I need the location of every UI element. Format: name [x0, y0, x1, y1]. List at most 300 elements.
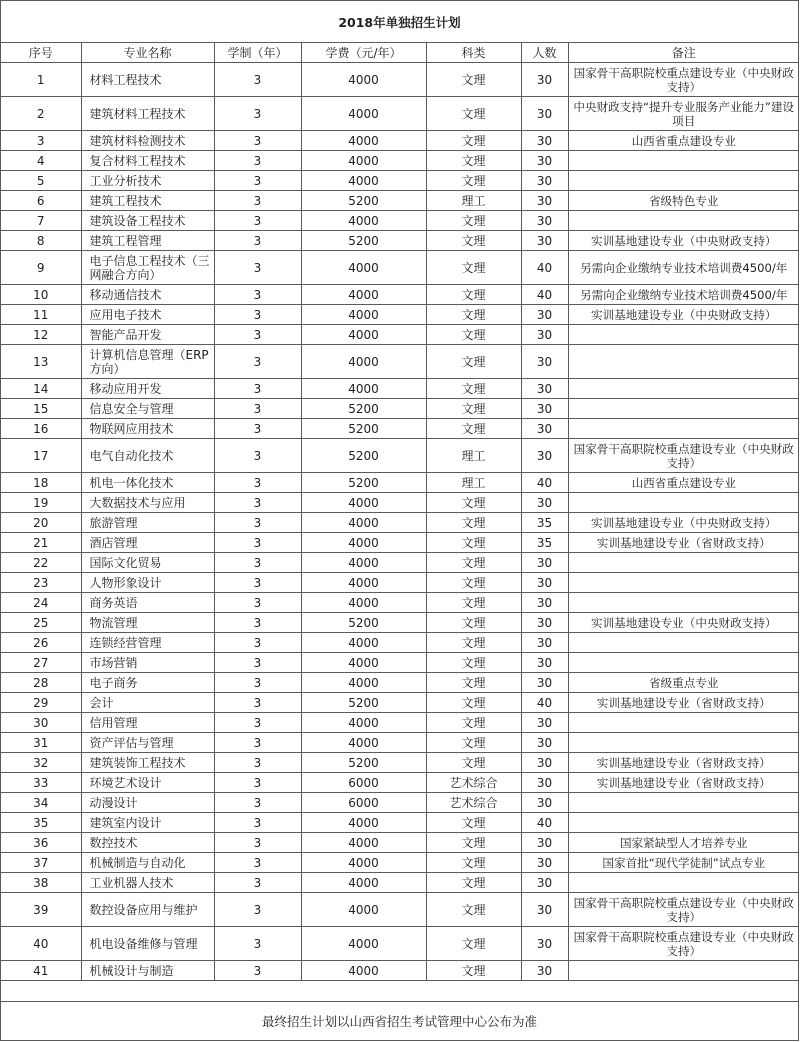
cell-category: 艺术综合: [426, 773, 521, 793]
cell-category: 文理: [426, 693, 521, 713]
cell-count: 30: [521, 927, 568, 961]
cell-note: [568, 151, 799, 171]
cell-no: 15: [1, 399, 81, 419]
cell-major: 信息安全与管理: [81, 399, 214, 419]
table-row: [1, 833, 799, 853]
cell-fee: 4000: [301, 325, 426, 345]
cell-count: 30: [521, 773, 568, 793]
cell-category: 文理: [426, 573, 521, 593]
table-row: [1, 553, 799, 573]
cell-count: 40: [521, 251, 568, 285]
cell-note: 省级重点专业: [568, 673, 799, 693]
cell-count: 30: [521, 833, 568, 853]
cell-years: 3: [214, 813, 301, 833]
cell-category: 文理: [426, 533, 521, 553]
cell-fee: 4000: [301, 533, 426, 553]
cell-fee: 4000: [301, 379, 426, 399]
cell-count: 30: [521, 493, 568, 513]
cell-years: 3: [214, 285, 301, 305]
cell-note: 国家骨干高职院校重点建设专业（中央财政支持）: [568, 63, 799, 97]
cell-no: 14: [1, 379, 81, 399]
cell-count: 40: [521, 813, 568, 833]
cell-fee: 4000: [301, 513, 426, 533]
cell-major: 建筑材料工程技术: [81, 97, 214, 131]
cell-category: 文理: [426, 399, 521, 419]
cell-category: 文理: [426, 927, 521, 961]
header-major: 专业名称: [81, 43, 214, 63]
cell-fee: 5200: [301, 473, 426, 493]
cell-category: 文理: [426, 673, 521, 693]
cell-no: 27: [1, 653, 81, 673]
cell-count: 30: [521, 873, 568, 893]
cell-count: 30: [521, 231, 568, 251]
cell-count: 30: [521, 399, 568, 419]
header-note: 备注: [568, 43, 799, 63]
cell-category: 文理: [426, 653, 521, 673]
cell-years: 3: [214, 379, 301, 399]
cell-no: 16: [1, 419, 81, 439]
cell-note: [568, 553, 799, 573]
cell-fee: 4000: [301, 97, 426, 131]
cell-years: 3: [214, 63, 301, 97]
cell-major: 机械设计与制造: [81, 961, 214, 981]
table-row: [1, 399, 799, 419]
cell-note: 实训基地建设专业（中央财政支持）: [568, 231, 799, 251]
cell-fee: 4000: [301, 713, 426, 733]
cell-category: 文理: [426, 633, 521, 653]
cell-years: 3: [214, 833, 301, 853]
header-no: 序号: [1, 43, 81, 63]
table-row: [1, 473, 799, 493]
cell-major: 智能产品开发: [81, 325, 214, 345]
cell-years: 3: [214, 693, 301, 713]
cell-no: 2: [1, 97, 81, 131]
cell-no: 9: [1, 251, 81, 285]
cell-count: 30: [521, 171, 568, 191]
cell-category: 文理: [426, 813, 521, 833]
page-title: 2018年单独招生计划: [1, 1, 798, 43]
cell-count: 30: [521, 573, 568, 593]
cell-major: 工业分析技术: [81, 171, 214, 191]
cell-major: 机电设备维修与管理: [81, 927, 214, 961]
cell-count: 30: [521, 793, 568, 813]
cell-count: 30: [521, 305, 568, 325]
cell-major: 机械制造与自动化: [81, 853, 214, 873]
cell-no: 18: [1, 473, 81, 493]
cell-fee: 6000: [301, 773, 426, 793]
cell-years: 3: [214, 473, 301, 493]
table-row: [1, 97, 799, 131]
cell-fee: 4000: [301, 673, 426, 693]
cell-fee: 4000: [301, 893, 426, 927]
cell-years: 3: [214, 573, 301, 593]
cell-years: 3: [214, 793, 301, 813]
cell-no: 4: [1, 151, 81, 171]
cell-note: 山西省重点建设专业: [568, 131, 799, 151]
table-row: [1, 713, 799, 733]
cell-major: 材料工程技术: [81, 63, 214, 97]
table-row: [1, 171, 799, 191]
cell-major: 机电一体化技术: [81, 473, 214, 493]
cell-years: 3: [214, 439, 301, 473]
cell-years: 3: [214, 419, 301, 439]
cell-fee: 4000: [301, 493, 426, 513]
cell-count: 35: [521, 513, 568, 533]
cell-category: 文理: [426, 305, 521, 325]
cell-note: 实训基地建设专业（中央财政支持）: [568, 613, 799, 633]
table-row: [1, 131, 799, 151]
cell-category: 文理: [426, 961, 521, 981]
table-row: [1, 231, 799, 251]
cell-fee: 4000: [301, 345, 426, 379]
cell-note: [568, 813, 799, 833]
cell-count: 30: [521, 713, 568, 733]
cell-major: 商务英语: [81, 593, 214, 613]
cell-note: [568, 653, 799, 673]
cell-years: 3: [214, 893, 301, 927]
cell-note: [568, 399, 799, 419]
cell-years: 3: [214, 231, 301, 251]
table-row: [1, 853, 799, 873]
cell-major: 会计: [81, 693, 214, 713]
cell-fee: 5200: [301, 191, 426, 211]
table-row: [1, 439, 799, 473]
cell-fee: 4000: [301, 833, 426, 853]
cell-fee: 4000: [301, 733, 426, 753]
cell-note: 另需向企业缴纳专业技术培训费4500/年: [568, 285, 799, 305]
table-row: [1, 251, 799, 285]
table-row: [1, 873, 799, 893]
cell-no: 10: [1, 285, 81, 305]
table-row: [1, 211, 799, 231]
cell-years: 3: [214, 131, 301, 151]
cell-no: 41: [1, 961, 81, 981]
cell-major: 数控设备应用与维护: [81, 893, 214, 927]
cell-major: 建筑装饰工程技术: [81, 753, 214, 773]
table-row: [1, 793, 799, 813]
cell-no: 39: [1, 893, 81, 927]
cell-major: 计算机信息管理（ERP方向）: [81, 345, 214, 379]
table-row: [1, 493, 799, 513]
cell-note: [568, 419, 799, 439]
table-row: [1, 63, 799, 97]
cell-no: 8: [1, 231, 81, 251]
cell-major: 旅游管理: [81, 513, 214, 533]
cell-years: 3: [214, 713, 301, 733]
cell-years: 3: [214, 927, 301, 961]
cell-no: 17: [1, 439, 81, 473]
cell-note: 实训基地建设专业（省财政支持）: [568, 773, 799, 793]
cell-major: 国际文化贸易: [81, 553, 214, 573]
cell-category: 文理: [426, 733, 521, 753]
cell-fee: 4000: [301, 873, 426, 893]
cell-note: 国家骨干高职院校重点建设专业（中央财政支持）: [568, 893, 799, 927]
enrollment-table: [1, 43, 799, 981]
cell-years: 3: [214, 961, 301, 981]
cell-no: 22: [1, 553, 81, 573]
cell-major: 建筑工程管理: [81, 231, 214, 251]
cell-major: 酒店管理: [81, 533, 214, 553]
cell-years: 3: [214, 191, 301, 211]
cell-note: 山西省重点建设专业: [568, 473, 799, 493]
cell-years: 3: [214, 633, 301, 653]
cell-count: 40: [521, 473, 568, 493]
cell-no: 11: [1, 305, 81, 325]
table-body: [1, 63, 799, 981]
cell-note: 国家骨干高职院校重点建设专业（中央财政支持）: [568, 927, 799, 961]
cell-category: 文理: [426, 345, 521, 379]
cell-fee: 4000: [301, 593, 426, 613]
table-row: [1, 893, 799, 927]
cell-years: 3: [214, 653, 301, 673]
cell-category: 文理: [426, 251, 521, 285]
cell-fee: 4000: [301, 653, 426, 673]
cell-category: 文理: [426, 753, 521, 773]
cell-fee: 4000: [301, 285, 426, 305]
cell-count: 30: [521, 131, 568, 151]
cell-category: 文理: [426, 379, 521, 399]
cell-major: 连锁经营管理: [81, 633, 214, 653]
cell-count: 30: [521, 63, 568, 97]
cell-fee: 4000: [301, 131, 426, 151]
cell-no: 35: [1, 813, 81, 833]
cell-note: [568, 593, 799, 613]
cell-fee: 4000: [301, 961, 426, 981]
cell-years: 3: [214, 513, 301, 533]
cell-no: 5: [1, 171, 81, 191]
cell-count: 30: [521, 325, 568, 345]
cell-major: 移动通信技术: [81, 285, 214, 305]
cell-category: 文理: [426, 231, 521, 251]
cell-fee: 4000: [301, 63, 426, 97]
cell-major: 建筑设备工程技术: [81, 211, 214, 231]
table-row: [1, 513, 799, 533]
table-row: [1, 927, 799, 961]
cell-no: 38: [1, 873, 81, 893]
table-row: [1, 961, 799, 981]
cell-no: 24: [1, 593, 81, 613]
cell-major: 建筑工程技术: [81, 191, 214, 211]
cell-fee: 4000: [301, 927, 426, 961]
table-row: [1, 533, 799, 553]
cell-count: 30: [521, 345, 568, 379]
cell-no: 36: [1, 833, 81, 853]
cell-category: 文理: [426, 97, 521, 131]
cell-category: 文理: [426, 211, 521, 231]
cell-count: 30: [521, 97, 568, 131]
cell-fee: 4000: [301, 553, 426, 573]
cell-no: 21: [1, 533, 81, 553]
cell-count: 30: [521, 673, 568, 693]
cell-count: 30: [521, 439, 568, 473]
table-row: [1, 753, 799, 773]
cell-years: 3: [214, 305, 301, 325]
cell-count: 35: [521, 533, 568, 553]
cell-count: 30: [521, 653, 568, 673]
cell-count: 30: [521, 553, 568, 573]
cell-note: [568, 171, 799, 191]
cell-note: 实训基地建设专业（省财政支持）: [568, 753, 799, 773]
cell-years: 3: [214, 613, 301, 633]
cell-no: 20: [1, 513, 81, 533]
table-row: [1, 345, 799, 379]
cell-years: 3: [214, 493, 301, 513]
cell-count: 30: [521, 151, 568, 171]
cell-fee: 5200: [301, 419, 426, 439]
cell-fee: 5200: [301, 439, 426, 473]
cell-note: 实训基地建设专业（中央财政支持）: [568, 305, 799, 325]
cell-note: [568, 733, 799, 753]
cell-fee: 4000: [301, 633, 426, 653]
cell-no: 19: [1, 493, 81, 513]
cell-category: 文理: [426, 171, 521, 191]
cell-count: 30: [521, 379, 568, 399]
cell-years: 3: [214, 251, 301, 285]
cell-count: 40: [521, 285, 568, 305]
cell-note: 国家紧缺型人才培养专业: [568, 833, 799, 853]
table-row: [1, 151, 799, 171]
table-row: [1, 325, 799, 345]
cell-years: 3: [214, 753, 301, 773]
cell-note: [568, 713, 799, 733]
cell-count: 30: [521, 893, 568, 927]
cell-no: 29: [1, 693, 81, 713]
cell-no: 13: [1, 345, 81, 379]
cell-major: 电子商务: [81, 673, 214, 693]
cell-note: 国家首批“现代学徒制”试点专业: [568, 853, 799, 873]
cell-category: 文理: [426, 553, 521, 573]
cell-no: 33: [1, 773, 81, 793]
header-count: 人数: [521, 43, 568, 63]
cell-count: 30: [521, 733, 568, 753]
cell-fee: 5200: [301, 613, 426, 633]
table-row: [1, 305, 799, 325]
cell-major: 工业机器人技术: [81, 873, 214, 893]
cell-years: 3: [214, 211, 301, 231]
cell-major: 资产评估与管理: [81, 733, 214, 753]
cell-no: 6: [1, 191, 81, 211]
cell-category: 文理: [426, 285, 521, 305]
cell-major: 物流管理: [81, 613, 214, 633]
cell-note: 实训基地建设专业（省财政支持）: [568, 693, 799, 713]
table-row: [1, 633, 799, 653]
cell-note: 实训基地建设专业（省财政支持）: [568, 533, 799, 553]
cell-category: 文理: [426, 833, 521, 853]
table-row: [1, 191, 799, 211]
table-row: [1, 653, 799, 673]
cell-note: 实训基地建设专业（中央财政支持）: [568, 513, 799, 533]
cell-count: 40: [521, 693, 568, 713]
cell-category: 文理: [426, 419, 521, 439]
cell-major: 建筑材料检测技术: [81, 131, 214, 151]
cell-years: 3: [214, 151, 301, 171]
cell-major: 环境艺术设计: [81, 773, 214, 793]
cell-note: [568, 493, 799, 513]
cell-no: 23: [1, 573, 81, 593]
cell-years: 3: [214, 325, 301, 345]
cell-fee: 4000: [301, 813, 426, 833]
cell-category: 理工: [426, 191, 521, 211]
cell-major: 复合材料工程技术: [81, 151, 214, 171]
header-years: 学制（年）: [214, 43, 301, 63]
cell-category: 文理: [426, 131, 521, 151]
cell-fee: 4000: [301, 251, 426, 285]
cell-years: 3: [214, 733, 301, 753]
cell-category: 文理: [426, 593, 521, 613]
table-row: [1, 419, 799, 439]
cell-count: 30: [521, 191, 568, 211]
cell-note: [568, 873, 799, 893]
cell-category: 文理: [426, 151, 521, 171]
cell-count: 30: [521, 633, 568, 653]
cell-count: 30: [521, 593, 568, 613]
cell-years: 3: [214, 873, 301, 893]
cell-major: 建筑室内设计: [81, 813, 214, 833]
cell-major: 信用管理: [81, 713, 214, 733]
cell-major: 移动应用开发: [81, 379, 214, 399]
table-row: [1, 573, 799, 593]
table-header-row: [1, 43, 799, 63]
table-row: [1, 733, 799, 753]
cell-note: [568, 573, 799, 593]
table-row: [1, 593, 799, 613]
cell-major: 物联网应用技术: [81, 419, 214, 439]
cell-no: 37: [1, 853, 81, 873]
cell-major: 电气自动化技术: [81, 439, 214, 473]
cell-note: 中央财政支持“提升专业服务产业能力”建设项目: [568, 97, 799, 131]
cell-major: 数控技术: [81, 833, 214, 853]
footer-note: 最终招生计划以山西省招生考试管理中心公布为准: [1, 1001, 798, 1040]
cell-note: 另需向企业缴纳专业技术培训费4500/年: [568, 251, 799, 285]
cell-category: 文理: [426, 893, 521, 927]
cell-category: 文理: [426, 493, 521, 513]
cell-category: 理工: [426, 473, 521, 493]
cell-no: 28: [1, 673, 81, 693]
cell-note: [568, 633, 799, 653]
cell-years: 3: [214, 97, 301, 131]
cell-years: 3: [214, 553, 301, 573]
table-row: [1, 693, 799, 713]
cell-no: 40: [1, 927, 81, 961]
cell-years: 3: [214, 399, 301, 419]
cell-no: 25: [1, 613, 81, 633]
cell-category: 文理: [426, 325, 521, 345]
cell-years: 3: [214, 533, 301, 553]
table-row: [1, 773, 799, 793]
cell-no: 30: [1, 713, 81, 733]
cell-major: 应用电子技术: [81, 305, 214, 325]
cell-no: 12: [1, 325, 81, 345]
cell-no: 3: [1, 131, 81, 151]
cell-no: 31: [1, 733, 81, 753]
cell-no: 7: [1, 211, 81, 231]
cell-years: 3: [214, 673, 301, 693]
cell-fee: 5200: [301, 399, 426, 419]
cell-major: 动漫设计: [81, 793, 214, 813]
cell-category: 文理: [426, 513, 521, 533]
header-category: 科类: [426, 43, 521, 63]
cell-years: 3: [214, 593, 301, 613]
cell-no: 32: [1, 753, 81, 773]
table-row: [1, 613, 799, 633]
cell-category: 文理: [426, 613, 521, 633]
cell-category: 文理: [426, 713, 521, 733]
cell-count: 30: [521, 419, 568, 439]
header-fee: 学费（元/年）: [301, 43, 426, 63]
table-row: [1, 673, 799, 693]
cell-years: 3: [214, 773, 301, 793]
cell-note: 省级特色专业: [568, 191, 799, 211]
